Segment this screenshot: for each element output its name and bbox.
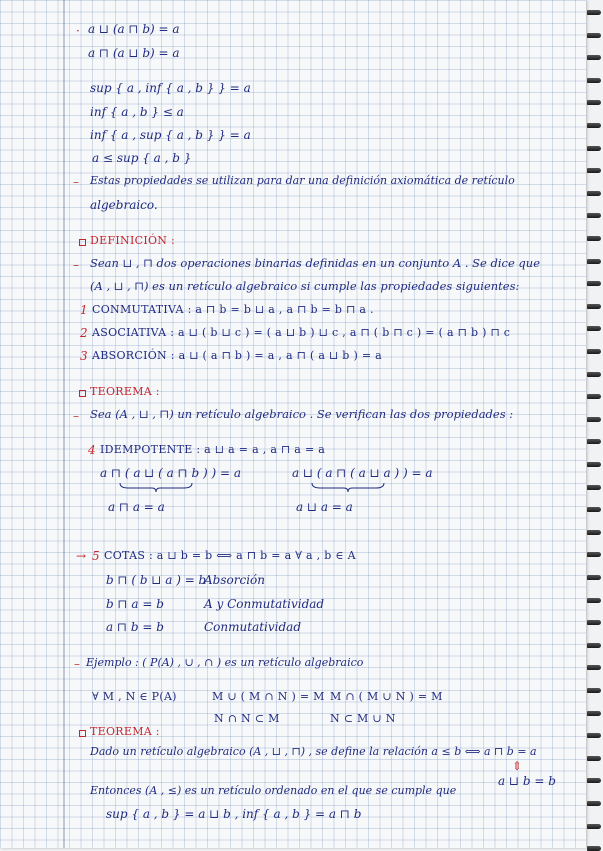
line-le-sup: a ≤ sup { a , b }: [92, 151, 192, 165]
item-number: 4: [88, 443, 96, 457]
spiral-ring: [587, 801, 601, 806]
cotas-step-2: b ⊓ a = b: [106, 597, 164, 611]
example-union-absorption: M ∪ ( M ∩ N ) = M: [212, 690, 325, 703]
underbrace-right: [310, 481, 386, 493]
arrow-bullet: →: [76, 549, 87, 563]
idempotent-right-1: a ⊔ ( a ⊓ ( a ⊔ a ) ) = a: [292, 466, 433, 480]
dash-bullet: –: [73, 175, 79, 189]
spiral-ring: [587, 33, 601, 38]
property-cotas: COTAS : a ⊔ b = b ⟺ a ⊓ b = a ∀ a , b ∈ A: [104, 549, 356, 562]
spiral-ring: [587, 733, 601, 738]
note-properties-cont: algebraico.: [90, 198, 158, 212]
item-number: 5: [92, 549, 100, 563]
bullet-dot: ·: [76, 24, 80, 38]
property-associative: ASOCIATIVA : a ⊔ ( b ⊔ c ) = ( a ⊔ b ) ⊔ c , a ⊓ ( b ⊓ c ) = ( a ⊓ b ) ⊓ c: [92, 326, 511, 339]
spiral-ring: [587, 462, 601, 467]
heading-square: [79, 390, 86, 397]
cotas-note-1: Absorción: [204, 573, 265, 587]
cotas-note-3: Conmutatividad: [204, 620, 302, 634]
spiral-ring: [587, 485, 601, 490]
theorem-text: Sea (A , ⊔ , ⊓) un retículo algebraico . Se verifican las dos propiedades :: [90, 407, 514, 421]
spiral-ring: [587, 168, 601, 173]
dash-bullet: –: [73, 258, 79, 272]
line-absorption-2: a ⊓ (a ⊔ b) = a: [88, 46, 180, 60]
spiral-ring: [587, 213, 601, 218]
spiral-ring: [587, 146, 601, 151]
item-number: 2: [80, 326, 88, 340]
spiral-ring: [587, 259, 601, 264]
spiral-ring: [587, 236, 601, 241]
spiral-ring: [587, 326, 601, 331]
spiral-ring: [587, 552, 601, 557]
spiral-ring: [587, 846, 601, 851]
spiral-ring: [587, 643, 601, 648]
line-inf-le: inf { a , b } ≤ a: [90, 105, 184, 119]
theorem-2-sup-inf: sup { a , b } = a ⊔ b , inf { a , b } = a ⊓ b: [106, 807, 362, 821]
example-subset-1: N ∩ N ⊂ M: [214, 712, 280, 725]
spiral-ring: [587, 372, 601, 377]
definition-text: Sean ⊔ , ⊓ dos operaciones binarias definidas en un conjunto A . Se dice que: [90, 256, 540, 270]
spiral-ring: [587, 598, 601, 603]
spiral-ring: [587, 439, 601, 444]
spiral-ring: [587, 530, 601, 535]
spiral-ring: [587, 507, 601, 512]
line-sup-inf: sup { a , inf { a , b } } = a: [90, 81, 251, 95]
heading-square: [79, 730, 86, 737]
heading-square: [79, 239, 86, 246]
spiral-ring: [587, 55, 601, 60]
theorem-2-heading: TEOREMA :: [90, 725, 160, 738]
equivalence-arrow: ⇕: [512, 759, 523, 773]
spiral-ring: [587, 688, 601, 693]
margin-line: [63, 0, 65, 848]
theorem-2-text: Dado un retículo algebraico (A , ⊔ , ⊓) , se define la relación a ≤ b ⟺ a ⊓ b = a: [90, 745, 537, 758]
note-properties: Estas propiedades se utilizan para dar una definición axiomática de retículo: [90, 174, 515, 187]
example-subset-2: N ⊂ M ∪ N: [330, 712, 396, 725]
property-commutative: CONMUTATIVA : a ⊓ b = b ⊔ a , a ⊓ b = b ⊓ a .: [92, 303, 374, 316]
line-absorption-1: a ⊔ (a ⊓ b) = a: [88, 22, 180, 36]
spiral-ring: [587, 756, 601, 761]
spiral-ring: [587, 824, 601, 829]
spiral-ring: [587, 123, 601, 128]
spiral-ring: [587, 778, 601, 783]
line-inf-sup: inf { a , sup { a , b } } = a: [90, 128, 251, 142]
spiral-ring: [587, 711, 601, 716]
spiral-ring: [587, 417, 601, 422]
example-forall: ∀ M , N ∈ P(A): [92, 690, 177, 703]
spiral-binding: [586, 0, 603, 848]
spiral-ring: [587, 575, 601, 580]
property-absorption: ABSORCIÓN : a ⊔ ( a ⊓ b ) = a , a ⊓ ( a ⊔ b ) = a: [92, 349, 383, 362]
spiral-ring: [587, 100, 601, 105]
dash-bullet: –: [73, 409, 79, 423]
idempotent-right-2: a ⊔ a = a: [296, 500, 353, 514]
idempotent-left-2: a ⊓ a = a: [108, 500, 165, 514]
spiral-ring: [587, 620, 601, 625]
item-number: 3: [80, 349, 88, 363]
theorem-heading: TEOREMA :: [90, 385, 160, 398]
theorem-2-equivalent: a ⊔ b = b: [498, 774, 556, 788]
spiral-ring: [587, 304, 601, 309]
spiral-ring: [587, 191, 601, 196]
spiral-ring: [587, 349, 601, 354]
item-number: 1: [80, 303, 88, 317]
idempotent-left-1: a ⊓ ( a ⊔ ( a ⊓ b ) ) = a: [100, 466, 242, 480]
spiral-ring: [587, 394, 601, 399]
cotas-step-1: b ⊓ ( b ⊔ a ) = b: [106, 573, 207, 587]
underbrace-left: [118, 481, 194, 493]
definition-heading: DEFINICIÓN :: [90, 234, 176, 247]
spiral-ring: [587, 78, 601, 83]
dash-bullet: –: [74, 657, 80, 671]
spiral-ring: [587, 665, 601, 670]
definition-text-cont: (A , ⊔ , ⊓) es un retículo algebraico si cumple las propiedades siguientes:: [90, 279, 520, 293]
spiral-ring: [587, 281, 601, 286]
cotas-note-2: A y Conmutatividad: [204, 597, 325, 611]
example-label: Ejemplo : ( P(A) , ∪ , ∩ ) es un retículo algebraico: [86, 656, 364, 669]
cotas-step-3: a ⊓ b = b: [106, 620, 164, 634]
theorem-2-conclusion: Entonces (A , ≤) es un retículo ordenado en el que se cumple que: [90, 784, 457, 797]
example-intersection-absorption: M ∩ ( M ∪ N ) = M: [330, 690, 443, 703]
spiral-ring: [587, 10, 601, 15]
property-idempotent: IDEMPOTENTE : a ⊔ a = a , a ⊓ a = a: [100, 443, 326, 456]
